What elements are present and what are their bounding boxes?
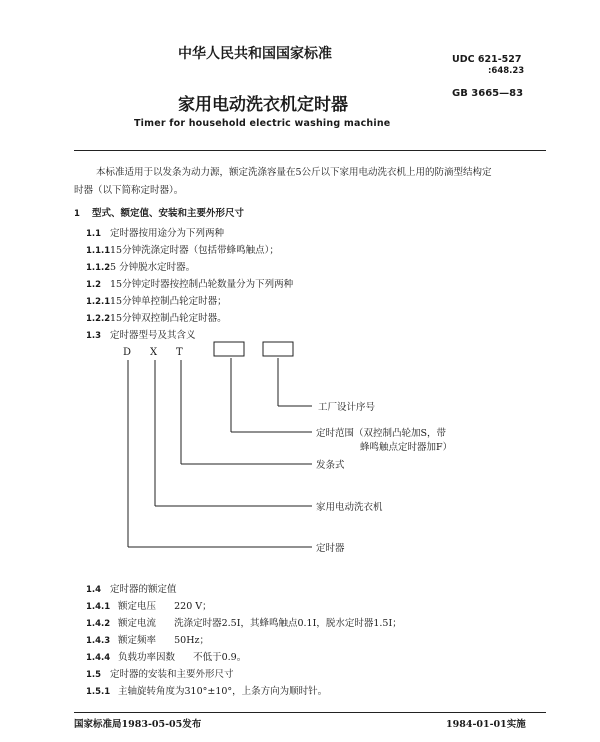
clause-number: 1.4.3: [86, 636, 111, 646]
clause-text: 15分钟单控制凸轮定时器；: [110, 296, 227, 307]
code-letter-d: D: [123, 347, 132, 358]
document-title-en: Timer for household electric washing machine: [134, 118, 391, 129]
label-timer: 定时器: [316, 543, 345, 554]
clause-text: 15分钟洗涤定时器（包括带蜂鸣触点）；: [110, 245, 279, 256]
gb-number: GB 3665—83: [452, 88, 524, 99]
label-washer: 家用电动洗衣机: [316, 502, 383, 513]
udc-code-cont: :648.23: [488, 66, 525, 76]
model-box-1: [214, 342, 244, 356]
clause-text: 额定频率 50Hz；: [118, 635, 209, 646]
clause-item: [86, 652, 246, 664]
label-range-line2: 蜂鸣触点定时器加F）: [360, 442, 453, 453]
clause-text: 主轴旋转角度为310°±10°，上条方向为顺时针。: [118, 686, 328, 697]
clause-item: [86, 669, 234, 681]
clause-number: 1.2.1: [86, 297, 111, 307]
clause-number: 1.1.2: [86, 263, 111, 273]
section-text: 型式、额定值、安装和主要外形尺寸: [92, 208, 245, 219]
effective-date: 1984-01-01实施: [446, 719, 526, 730]
clause-text: 15分钟双控制凸轮定时器。: [110, 313, 227, 324]
clause-number: 1.4.4: [86, 653, 111, 663]
clause-text: 额定电压 220 V；: [118, 601, 212, 612]
clause-number: 1.2.2: [86, 314, 111, 324]
issue-date: 国家标准局1983-05-05发布: [74, 719, 202, 730]
label-spring: 发条式: [316, 460, 345, 471]
section-number: 1: [74, 209, 80, 219]
intro-line-1: 本标准适用于以发条为动力源，额定洗涤容量在5公斤以下家用电动洗衣机上用的防滴型结构定: [96, 167, 492, 178]
footer-rule: [74, 712, 546, 713]
clause-text: 定时器的额定值: [110, 584, 177, 595]
document-title-cn: 家用电动洗衣机定时器: [178, 95, 348, 115]
udc-code: UDC 621-527: [452, 54, 522, 65]
clause-number: 1.1.1: [86, 246, 111, 256]
clause-number: 1.5: [86, 670, 102, 680]
code-letter-t: T: [176, 347, 183, 358]
clause-text: 定时器型号及其含义: [110, 330, 196, 341]
clause-number: 1.2: [86, 280, 102, 290]
clause-number: 1.4.1: [86, 602, 111, 612]
clause-item: [86, 601, 212, 613]
standard-org-title: 中华人民共和国国家标准: [178, 46, 332, 62]
clause-text: 定时器按用途分为下列两种: [110, 228, 225, 239]
label-range-line1: 定时范围（双控制凸轮加S，带: [316, 428, 447, 439]
clause-number: 1.1: [86, 229, 102, 239]
model-box-2: [263, 342, 293, 356]
clause-item: [86, 584, 177, 596]
code-letter-x: X: [150, 347, 158, 358]
clause-number: 1.4.2: [86, 619, 111, 629]
clause-number: 1.4: [86, 585, 102, 595]
clause-number: 1.3: [86, 331, 102, 341]
clause-text: 5 分钟脱水定时器。: [110, 262, 196, 273]
clause-text: 额定电流 洗涤定时器2.5I，其蜂鸣触点0.1I，脱水定时器1.5I；: [118, 618, 402, 629]
clause-text: 负载功率因数 不低于0.9。: [118, 652, 247, 663]
clause-number: 1.5.1: [86, 687, 111, 697]
clause-item: [86, 686, 327, 698]
label-factory-seq: 工厂设计序号: [318, 402, 376, 413]
clause-text: 定时器的安装和主要外形尺寸: [110, 669, 234, 680]
clause-text: 15分钟定时器按控制凸轮数量分为下列两种: [110, 279, 294, 290]
clause-item: [86, 618, 402, 630]
clause-item: [86, 635, 209, 647]
intro-line-2: 时器（以下简称定时器）。: [74, 185, 184, 196]
